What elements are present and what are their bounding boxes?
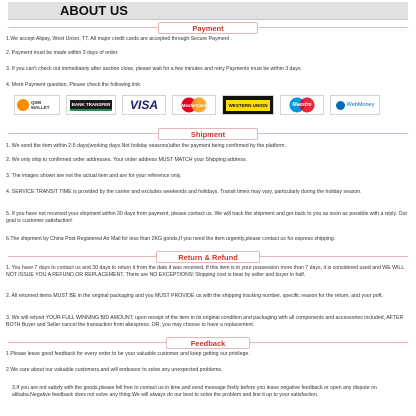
page-title: ABOUT US (60, 3, 128, 18)
payment-section-header (0, 22, 416, 34)
shipment-text-2: 2. We only ship to confirmed order addresses. Your order address MUST MATCH your Shipping address. (6, 157, 248, 163)
mastercard-logo: MasterCard (172, 95, 216, 115)
feedback-text-3: 3.If you are not satisfy with the goods,please fell free to contact us in time,and send message firstly before you leave negative feedback or open any dispute on alibaba.Negative feedback does not solve any thing.We will always do our best to solve the problem and line it up to your satisfaction. (12, 385, 377, 398)
feedback-heading: Feedback (166, 337, 250, 349)
bank-transfer-logo: BANK TRANSFER (66, 95, 116, 115)
return-refund-text-1: 1. You have 7 days to contact us and 30 days to return it from the date it was received. If this item is in your possession more than 7 days, it is considered used and WE WILL NOT ISSUE YOU A REFUND OR REPLACEMENT. There are NO EXCEPTIONS! Shipping cost is bear by seller and buyer in half. (6, 265, 405, 278)
feedback-section-header (0, 337, 416, 349)
feedback-text-1: 1.Please leave good feedback for every order to be your valuable customer and keep getting our privilege. (6, 351, 250, 357)
maestro-logo: Maestro (280, 95, 324, 115)
return-refund-text-3: 3. We will refund YOUR FULL WINNING BID AMOUNT, upon receipt of the item in its original condition and packaging with all components and accessories included, AFTER BOTH Buyer and Seller cancel the transaction from aliexpress. OR, you may choose to have a replacement. (6, 315, 404, 328)
payment-heading: Payment (158, 22, 258, 34)
webmoney-icon (336, 101, 345, 110)
shipment-text-6: 6.The shipment by China Post Registered Air Mail for less than 2KG goods,If you need the item urgently,please contact us for express shipping. (6, 236, 336, 242)
shipment-section-header (0, 128, 416, 140)
payment-text-2: 2. Payment must be made within 3 days of order. (6, 50, 119, 56)
payment-logos (14, 95, 404, 115)
shipment-heading: Shipment (158, 128, 258, 140)
shipment-text-1: 1. We send the item within 2-5 days(working days.Not holiday seasons)after the payment being confirmed by the platform. (6, 143, 286, 149)
qiwi-wallet-logo: QIWI WALLET (14, 95, 60, 115)
return-refund-section-header (0, 251, 416, 263)
western-union-logo: WESTERN UNION (222, 95, 274, 115)
qiwi-icon (17, 99, 29, 111)
shipment-text-4: 4. SERVICE TRANSIT TIME is provided by the carrier and excludes weekends and holidays. Transit times may vary, particularly during the holiday season. (6, 189, 362, 195)
return-refund-text-2: 2. All returned items MUST BE in the original packaging and you MUST PROVIDE us with the shipping tracking number, specific reason for the return, and your poft. (6, 293, 383, 299)
about-us-banner (8, 2, 408, 20)
shipment-text-5: 5. If you have not received your shipment within 30 days from payment, please contact us. We will track the shipment and get back to you as soon as possible with a reply. Our goal is customer satisfaction! (6, 211, 408, 224)
payment-text-4: 4. More Payment question, Please check the following link: (6, 82, 142, 88)
visa-logo: VISA (122, 95, 166, 115)
payment-text-3: 3. If you can't check out immediately after auction close, please wait for a few minutes and retry Payments must be within 3 days. (6, 66, 302, 72)
feedback-text-2: 2.We care about our valuable customers,and will endeavor to solve any unexpected problems. (6, 367, 223, 373)
payment-text-1: 1.We accept Alipay, West Union, TT. All major credit cards are accepted through Secure Payment . (6, 36, 232, 42)
shipment-text-3: 3. The images shown are not the actual item and are for your reference only. (6, 173, 182, 179)
webmoney-logo: WebMoney (330, 95, 380, 115)
return-refund-heading: Return & Refund (156, 251, 260, 263)
